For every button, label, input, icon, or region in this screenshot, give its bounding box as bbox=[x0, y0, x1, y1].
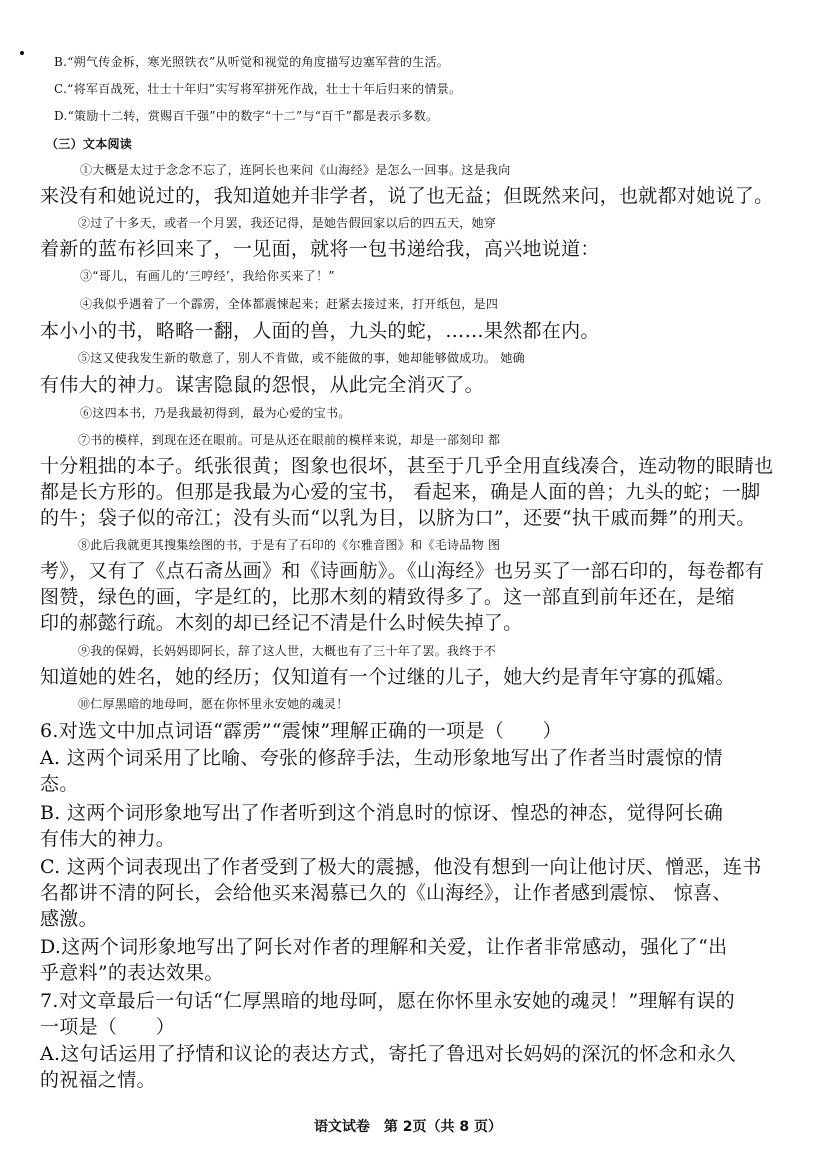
paragraph-4-line-1: ④我似乎遇着了一个霹雳，全体都震悚起来；赶紧去接过来，打开纸包，是四 bbox=[80, 297, 499, 311]
paragraph-8-line-1: ⑧此后我就更其搜集绘图的书，于是有了石印的《尔雅音图》和《毛诗品物 图 bbox=[78, 538, 501, 552]
paragraph-9-line-1: ⑨我的保姆，长妈妈即阿长，辞了这人世，大概也有了三十年了罢。我终于不 bbox=[78, 644, 497, 658]
paragraph-4-line-2: 本小小的书，略略一翻，人面的兽，九头的蛇，……果然都在内。 bbox=[40, 320, 600, 342]
paragraph-1-line-1: ①大概是太过于念念不忘了，连阿长也来问《山海经》是怎么一回事。这是我向 bbox=[80, 163, 511, 177]
question-6-option-a-line-2: 态。 bbox=[40, 773, 79, 795]
question-6-stem: 6.对选文中加点词语“霹雳”“震悚”理解正确的一项是（ ） bbox=[40, 720, 562, 742]
paragraph-2-line-2: 着新的蓝布衫回来了，一见面，就将一包书递给我，高兴地说道： bbox=[40, 238, 600, 260]
question-6-option-b-line-2: 有伟大的神力。 bbox=[40, 828, 176, 850]
paragraph-5-line-1: ⑤这又使我发生新的敬意了，别人不肯做，或不能做的事，她却能够做成功。 她确 bbox=[78, 351, 525, 365]
question-7-stem-line-2: 一项是（ ） bbox=[40, 1016, 176, 1038]
question-6-option-a-line-1: A. 这两个词采用了比喻、夸张的修辞手法，生动形象地写出了作者当时震惊的情 bbox=[40, 747, 723, 769]
section-title: （三）文本阅读 bbox=[46, 137, 133, 151]
paragraph-8-line-3: 图赞，绿色的画，字是红的，比那木刻的精致得多了。这一部直到前年还在，是缩 bbox=[40, 586, 735, 608]
option-5d: D.“策励十二转，赏赐百千强”中的数字“十二”与“百千”都是表示多数。 bbox=[54, 109, 439, 123]
scan-mark bbox=[20, 51, 24, 55]
option-5c: C.“将军百战死，壮士十年归”实写将军拼死作战，壮士十年后归来的情景。 bbox=[54, 82, 462, 96]
paragraph-7-line-1: ⑦书的模样，到现在还在眼前。可是从还在眼前的模样来说，却是一部刻印 都 bbox=[78, 433, 501, 447]
paragraph-10: ⑩仁厚黑暗的地母呵，愿在你怀里永安她的魂灵！ bbox=[78, 697, 349, 711]
question-6-option-c-line-2: 名都讲不清的阿长，会给他买来渴慕已久的《山海经》，让作者感到震惊、 惊喜、 bbox=[40, 882, 732, 904]
paragraph-1-line-2: 来没有和她说过的，我知道她并非学者，说了也无益；但既然来问，也就都对她说了。 bbox=[40, 185, 774, 207]
paragraph-7-line-3: 都是长方形的。但那是我最为心爱的宝书， 看起来，确是人面的兽；九头的蛇；一脚 bbox=[40, 481, 761, 503]
question-7-option-a-line-1: A.这句话运用了抒情和议论的表达方式，寄托了鲁迅对长妈妈的深沉的怀念和永久 bbox=[40, 1043, 736, 1065]
paragraph-3: ③“哥儿，有画儿的‘三哼经’，我给你买来了！” bbox=[80, 269, 335, 283]
paragraph-9-line-2: 知道她的姓名，她的经历；仅知道有一个过继的儿子，她大约是青年守寡的孤孀。 bbox=[40, 666, 735, 688]
page-footer: 语文试卷 第 2页（共 8 页） bbox=[313, 1119, 503, 1135]
question-6-option-c-line-1: C. 这两个词表现出了作者受到了极大的震撼，他没有想到一向让他讨厌、憎恶，连书 bbox=[40, 856, 762, 878]
paragraph-8-line-4: 印的郝懿行疏。木刻的却已经记不清是什么时候失掉了。 bbox=[40, 612, 523, 634]
question-6-option-d-line-1: D.这两个词形象地写出了阿长对作者的理解和关爱，让作者非常感动，强化了“出 bbox=[40, 936, 728, 958]
option-5b: B.“朔气传金柝，寒光照铁衣”从听觉和视觉的角度描写边塞军营的生活。 bbox=[54, 55, 450, 69]
question-6-option-c-line-3: 感激。 bbox=[40, 908, 98, 930]
paragraph-6: ⑥这四本书，乃是我最初得到，最为心爱的宝书。 bbox=[80, 406, 351, 420]
paragraph-7-line-2: 十分粗拙的本子。纸张很黄；图象也很坏，甚至于几乎全用直线凑合，连动物的眼睛也 bbox=[40, 455, 774, 477]
paragraph-5-line-2: 有伟大的神力。谋害隐鼠的怨恨，从此完全消灭了。 bbox=[40, 374, 484, 396]
question-7-stem-line-1: 7.对文章最后一句话“仁厚黑暗的地母呵，愿在你怀里永安她的魂灵！”理解有误的 bbox=[40, 990, 735, 1012]
question-6-option-d-line-2: 乎意料”的表达效果。 bbox=[40, 962, 224, 984]
question-7-option-a-line-2: 的祝福之情。 bbox=[40, 1069, 156, 1091]
paragraph-8-line-2: 考》，又有了《点石斋丛画》和《诗画舫》。《山海经》也另买了一部石印的，每卷都有 bbox=[40, 560, 765, 582]
paragraph-7-line-4: 的牛；袋子似的帝江；没有头而“以乳为目，以脐为口”，还要“执干戚而舞”的刑天。 bbox=[40, 507, 756, 529]
question-6-option-b-line-1: B. 这两个词形象地写出了作者听到这个消息时的惊讶、惶恐的神态，觉得阿长确 bbox=[40, 802, 724, 824]
paragraph-2-line-1: ②过了十多天，或者一个月罢，我还记得，是她告假回家以后的四五天，她穿 bbox=[78, 216, 497, 230]
